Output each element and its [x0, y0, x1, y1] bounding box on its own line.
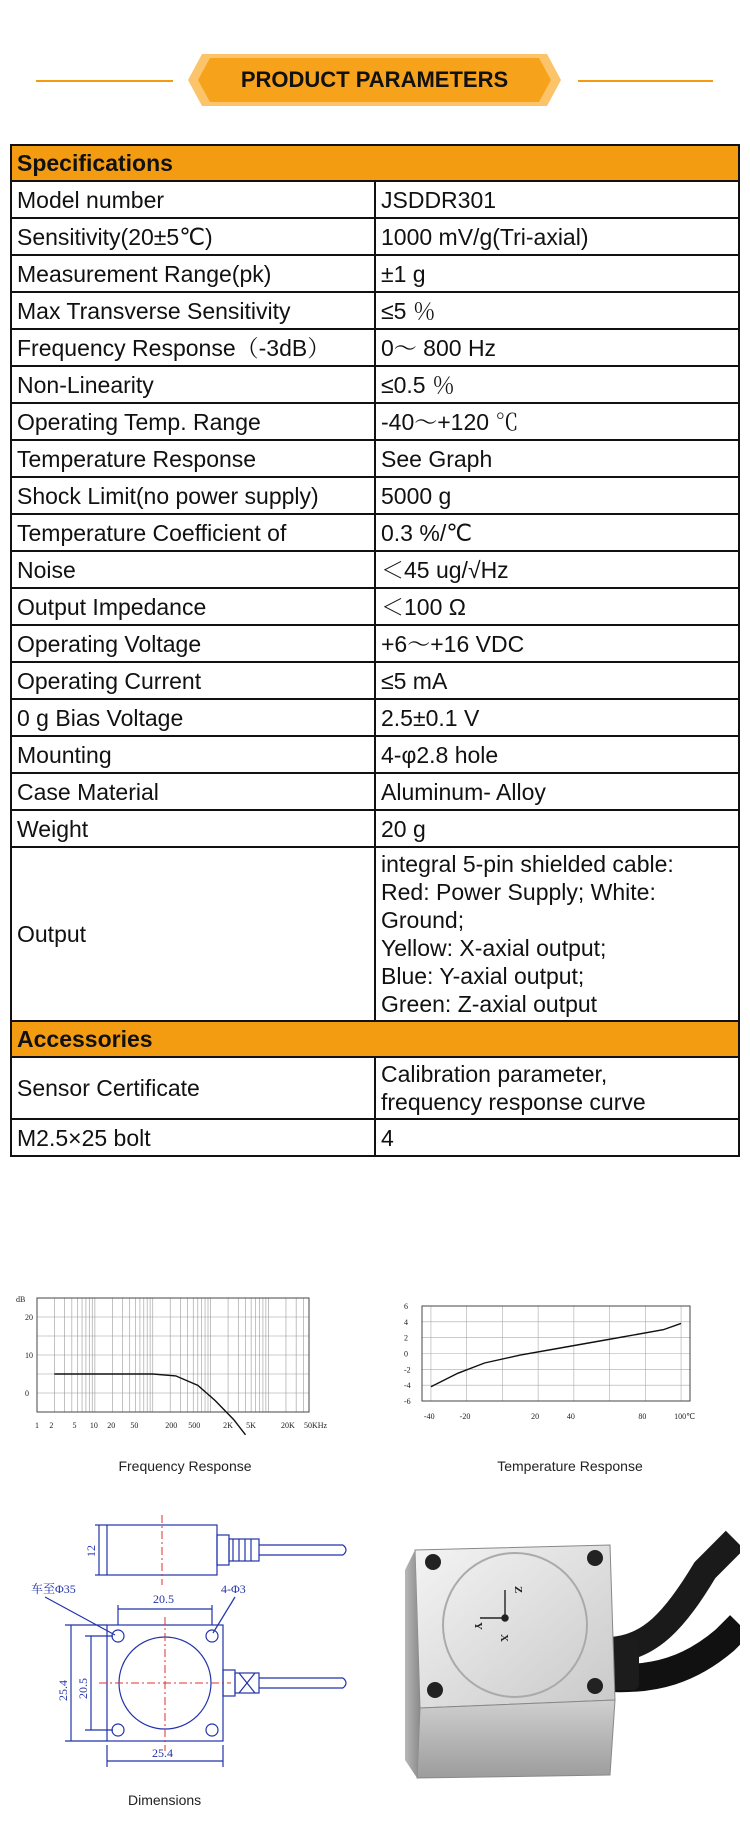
- x-tick-label: 500: [188, 1421, 201, 1430]
- x-tick-label: 80: [638, 1412, 647, 1421]
- spec-value-line: +6～+16 VDC: [381, 630, 525, 657]
- spec-row: [11, 403, 739, 440]
- spec-value-line: 4-φ2.8 hole: [381, 741, 499, 768]
- photo-axis-z: Z: [512, 1586, 524, 1594]
- spec-value: [375, 736, 739, 773]
- dim-height-label: 12: [84, 1545, 98, 1557]
- dim-width-top-label: 20.5: [153, 1592, 174, 1606]
- x-tick-label: -20: [459, 1412, 471, 1421]
- spec-value: [375, 292, 739, 329]
- spec-label: M2.5×25 bolt: [11, 1119, 375, 1156]
- spec-row: [11, 329, 739, 366]
- spec-value-line: frequency response curve: [381, 1089, 646, 1115]
- dim-holes-label: 4-Φ3: [221, 1582, 246, 1596]
- spec-label: Weight: [11, 810, 375, 847]
- x-tick-label: 2K: [223, 1421, 233, 1430]
- spec-value: [375, 329, 739, 366]
- spec-row: [11, 514, 739, 551]
- x-tick-label: 10: [89, 1421, 98, 1430]
- spec-value: [375, 255, 739, 292]
- y-tick-label: 4: [404, 1317, 408, 1327]
- spec-row: [11, 440, 739, 477]
- page-title: PRODUCT PARAMETERS: [240, 67, 509, 92]
- spec-value: [375, 588, 739, 625]
- spec-value-line: ＜100 Ω: [381, 593, 466, 620]
- spec-label: Non-Linearity: [11, 366, 375, 403]
- spec-row: [11, 366, 739, 403]
- y-tick-label: 10: [25, 1351, 33, 1360]
- spec-row: [11, 736, 739, 773]
- spec-label: Sensitivity(20±5℃): [11, 218, 375, 255]
- product-photo: [405, 1530, 740, 1780]
- x-tick-label: 50KHz: [304, 1421, 328, 1430]
- spec-label: Measurement Range(pk): [11, 255, 375, 292]
- spec-label: Temperature Response: [11, 440, 375, 477]
- spec-label: Output: [11, 847, 375, 1021]
- spec-row: [11, 810, 739, 847]
- spec-value-line: 1000 mV/g(Tri-axial): [381, 223, 589, 250]
- temperature-response-caption: Temperature Response: [497, 1458, 643, 1474]
- y-tick-label: 2: [404, 1333, 408, 1343]
- dim-left-outer-label: 25.4: [56, 1680, 70, 1701]
- spec-row: [11, 255, 739, 292]
- spec-value-line: Aluminum- Alloy: [381, 778, 546, 805]
- spec-value-line: integral 5-pin shielded cable:: [381, 851, 674, 877]
- y-tick-label: -2: [404, 1365, 411, 1375]
- spec-row: [11, 551, 739, 588]
- spec-label: 0 g Bias Voltage: [11, 699, 375, 736]
- spec-section-title: Specifications: [11, 145, 739, 181]
- dimensions-drawing: [25, 1505, 365, 1790]
- spec-section-header: [11, 1021, 739, 1057]
- spec-value: [375, 1057, 739, 1119]
- spec-label: Frequency Response（-3dB）: [11, 329, 375, 366]
- x-tick-label: -40: [423, 1412, 435, 1421]
- dim-lathe-label: 车至Φ35: [31, 1582, 76, 1596]
- y-tick-label: -4: [404, 1381, 411, 1391]
- spec-label: Sensor Certificate: [11, 1057, 375, 1119]
- y-tick-label: 0: [404, 1349, 408, 1359]
- spec-value-line: Red: Power Supply; White:: [381, 879, 656, 905]
- spec-value-line: 20 g: [381, 815, 426, 842]
- dim-bottom-label: 25.4: [152, 1746, 173, 1760]
- x-tick-label: 50: [130, 1421, 139, 1430]
- spec-value: [375, 366, 739, 403]
- spec-row: [11, 218, 739, 255]
- spec-label: Noise: [11, 551, 375, 588]
- spec-value: [375, 1119, 739, 1156]
- spec-row: [11, 847, 739, 1021]
- spec-label: Max Transverse Sensitivity: [11, 292, 375, 329]
- x-tick-label: 5K: [246, 1421, 256, 1430]
- spec-value: [375, 773, 739, 810]
- spec-value: [375, 440, 739, 477]
- header-badge: [188, 54, 561, 106]
- spec-label: Temperature Coefficient of: [11, 514, 375, 551]
- spec-value-line: 0～ 800 Hz: [381, 334, 497, 361]
- spec-label: Operating Current: [11, 662, 375, 699]
- spec-label: Shock Limit(no power supply): [11, 477, 375, 514]
- spec-value-line: Yellow: X-axial output;: [381, 935, 607, 961]
- spec-value-line: 5000 g: [381, 482, 452, 509]
- spec-row: [11, 588, 739, 625]
- x-tick-label: 20: [107, 1421, 116, 1430]
- spec-value: [375, 847, 739, 1021]
- spec-value: [375, 477, 739, 514]
- spec-label: Mounting: [11, 736, 375, 773]
- spec-value-line: 4: [381, 1124, 394, 1151]
- spec-value-line: 0.3 %/℃: [381, 519, 473, 546]
- dimensions-caption: Dimensions: [128, 1792, 202, 1808]
- spec-value-line: 2.5±0.1 V: [381, 704, 480, 731]
- spec-row: [11, 1057, 739, 1119]
- spec-value: [375, 625, 739, 662]
- spec-label: Case Material: [11, 773, 375, 810]
- spec-table: [10, 144, 740, 1157]
- dim-left-inner-label: 20.5: [76, 1678, 90, 1699]
- spec-value: [375, 662, 739, 699]
- spec-value-line: ＜45 ug/√Hz: [381, 556, 509, 583]
- spec-row: [11, 773, 739, 810]
- spec-row: [11, 1119, 739, 1156]
- spec-value-line: Green: Z-axial output: [381, 991, 598, 1017]
- spec-value-line: Ground;: [381, 907, 465, 933]
- frequency-response-caption: Frequency Response: [118, 1458, 252, 1474]
- spec-value-line: ≤5 mA: [381, 667, 448, 694]
- spec-label: Operating Voltage: [11, 625, 375, 662]
- spec-row: [11, 625, 739, 662]
- spec-value-line: ≤0.5 ％: [381, 371, 455, 398]
- spec-value-line: ≤5 ％: [381, 297, 436, 324]
- spec-value: [375, 699, 739, 736]
- spec-value-line: JSDDR301: [381, 186, 497, 213]
- photo-axis-x: X: [498, 1634, 510, 1642]
- spec-row: [11, 662, 739, 699]
- x-tick-label: 100℃: [674, 1412, 696, 1421]
- spec-value: [375, 551, 739, 588]
- spec-label: Operating Temp. Range: [11, 403, 375, 440]
- y-axis-label: dB: [16, 1295, 26, 1304]
- x-tick-label: 20: [531, 1412, 540, 1421]
- spec-value-line: See Graph: [381, 445, 493, 472]
- y-tick-label: 6: [404, 1302, 408, 1311]
- photo-axis-y: Y: [472, 1622, 484, 1630]
- temperature-response-chart: [392, 1288, 742, 1438]
- spec-row: [11, 292, 739, 329]
- header-line-right: [578, 80, 713, 82]
- spec-label: Model number: [11, 181, 375, 218]
- spec-section-header: [11, 145, 739, 181]
- temperature-response-line: [431, 1323, 681, 1386]
- spec-value-line: ±1 g: [381, 260, 426, 287]
- spec-row: [11, 699, 739, 736]
- spec-value: [375, 810, 739, 847]
- spec-row: [11, 477, 739, 514]
- y-tick-label: 0: [25, 1389, 29, 1398]
- spec-row: [11, 181, 739, 218]
- spec-value: [375, 514, 739, 551]
- x-tick-label: 200: [165, 1421, 178, 1430]
- x-tick-label: 5: [72, 1421, 77, 1430]
- spec-value-line: Calibration parameter,: [381, 1061, 608, 1087]
- header-line-left: [36, 80, 173, 82]
- spec-value-line: Blue: Y-axial output;: [381, 963, 585, 989]
- x-tick-label: 1: [35, 1421, 39, 1430]
- section-header: [0, 48, 750, 118]
- y-tick-label: 20: [25, 1313, 33, 1322]
- spec-value-line: -40～+120 ℃: [381, 408, 519, 435]
- spec-value: [375, 403, 739, 440]
- frequency-response-chart: [12, 1288, 382, 1438]
- x-tick-label: 2: [49, 1421, 54, 1430]
- spec-value: [375, 181, 739, 218]
- spec-value: [375, 218, 739, 255]
- spec-label: Output Impedance: [11, 588, 375, 625]
- spec-section-title: Accessories: [11, 1021, 739, 1057]
- y-tick-label: -6: [404, 1397, 411, 1406]
- x-tick-label: 20K: [280, 1421, 295, 1430]
- x-tick-label: 40: [566, 1412, 575, 1421]
